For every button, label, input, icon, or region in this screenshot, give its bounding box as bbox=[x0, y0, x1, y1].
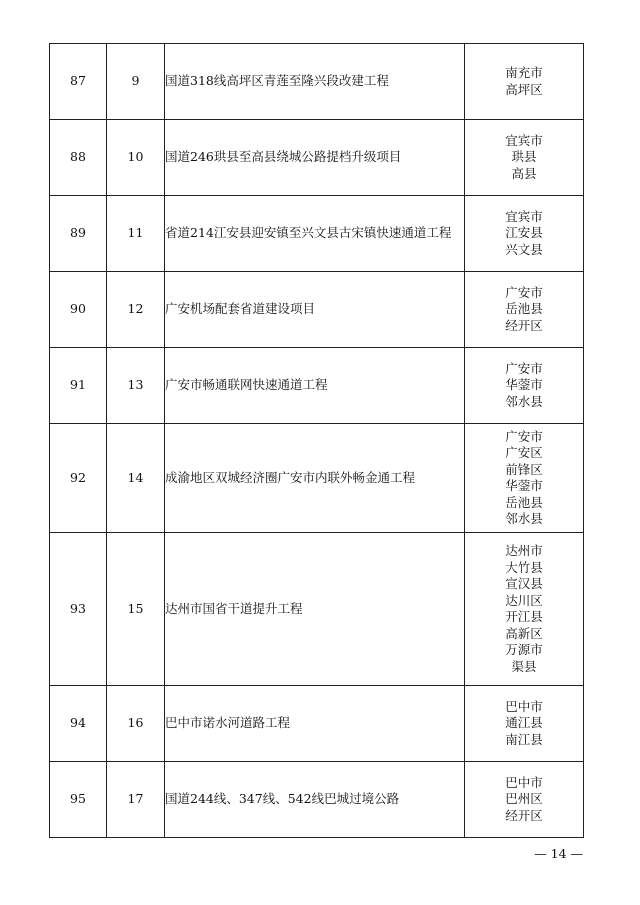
region-name: 高县 bbox=[511, 165, 537, 181]
region-name: 宜宾市 bbox=[505, 208, 543, 224]
row-sub-index: 16 bbox=[107, 686, 165, 762]
project-name: 广安机场配套省道建设项目 bbox=[165, 272, 465, 348]
region-name: 江安县 bbox=[505, 225, 543, 241]
region-name: 通江县 bbox=[505, 715, 543, 731]
region-name: 华蓥市 bbox=[505, 377, 543, 393]
table-row bbox=[50, 44, 584, 120]
region-cell bbox=[465, 762, 584, 838]
region-name: 宜宾市 bbox=[505, 132, 543, 148]
region-name: 宣汉县 bbox=[505, 576, 543, 591]
project-name: 国道318线高坪区青莲至隆兴段改建工程 bbox=[165, 44, 465, 120]
region-cell bbox=[465, 348, 584, 424]
region-name: 高新区 bbox=[505, 625, 543, 641]
row-sub-index: 9 bbox=[107, 44, 165, 120]
row-index: 87 bbox=[50, 44, 107, 120]
row-sub-index: 12 bbox=[107, 272, 165, 348]
region-name: 巴中市 bbox=[505, 774, 543, 790]
region-cell bbox=[465, 533, 584, 686]
project-name: 广安市畅通联网快速通道工程 bbox=[165, 348, 465, 424]
row-sub-index: 11 bbox=[107, 196, 165, 272]
table-row bbox=[50, 762, 584, 838]
project-name: 省道214江安县迎安镇至兴文县古宋镇快速通道工程 bbox=[165, 196, 465, 272]
row-index: 94 bbox=[50, 686, 107, 762]
region-name: 前锋区 bbox=[505, 461, 543, 477]
region-cell bbox=[465, 272, 584, 348]
region-cell bbox=[465, 196, 584, 272]
region-name: 大竹县 bbox=[505, 559, 543, 575]
region-name: 达州市 bbox=[505, 543, 543, 558]
region-name: 南江县 bbox=[505, 731, 543, 747]
region-name: 南充市 bbox=[505, 65, 543, 80]
region-name: 达川区 bbox=[505, 592, 543, 608]
project-name: 巴中市诺水河道路工程 bbox=[165, 686, 465, 762]
region-name: 巴中市 bbox=[505, 698, 543, 714]
row-sub-index: 17 bbox=[107, 762, 165, 838]
project-name: 成渝地区双城经济圈广安市内联外畅金通工程 bbox=[165, 424, 465, 533]
region-name: 开江县 bbox=[505, 609, 543, 624]
region-name: 广安市 bbox=[505, 428, 543, 444]
region-name: 邻水县 bbox=[505, 393, 543, 409]
region-cell bbox=[465, 120, 584, 196]
row-index: 91 bbox=[50, 348, 107, 424]
region-name: 兴文县 bbox=[505, 241, 543, 257]
row-index: 89 bbox=[50, 196, 107, 272]
row-index: 95 bbox=[50, 762, 107, 838]
region-name: 广安市 bbox=[505, 360, 543, 376]
region-name: 岳池县 bbox=[505, 301, 543, 317]
region-name: 广安市 bbox=[505, 284, 543, 300]
region-name: 渠县 bbox=[511, 658, 537, 674]
table-row bbox=[50, 120, 584, 196]
project-name: 达州市国省干道提升工程 bbox=[165, 533, 465, 686]
row-sub-index: 13 bbox=[107, 348, 165, 424]
region-name: 珙县 bbox=[511, 149, 537, 165]
region-name: 万源市 bbox=[505, 642, 543, 657]
page-number: — 14 — bbox=[534, 846, 583, 861]
region-name: 经开区 bbox=[505, 807, 543, 823]
region-name: 广安区 bbox=[505, 445, 543, 460]
project-name: 国道244线、347线、542线巴城过境公路 bbox=[165, 762, 465, 838]
region-name: 巴州区 bbox=[505, 791, 543, 807]
region-name: 华蓥市 bbox=[505, 478, 543, 493]
project-name: 国道246珙县至高县绕城公路提档升级项目 bbox=[165, 120, 465, 196]
region-name: 邻水县 bbox=[505, 511, 543, 526]
table-row bbox=[50, 424, 584, 533]
table-row bbox=[50, 272, 584, 348]
table-row bbox=[50, 348, 584, 424]
region-name: 高坪区 bbox=[505, 81, 543, 97]
table-row bbox=[50, 686, 584, 762]
row-sub-index: 15 bbox=[107, 533, 165, 686]
project-table-body bbox=[50, 44, 584, 838]
region-cell bbox=[465, 424, 584, 533]
row-index: 88 bbox=[50, 120, 107, 196]
project-table bbox=[49, 43, 584, 838]
row-sub-index: 10 bbox=[107, 120, 165, 196]
row-index: 92 bbox=[50, 424, 107, 533]
row-index: 93 bbox=[50, 533, 107, 686]
region-cell bbox=[465, 44, 584, 120]
table-row bbox=[50, 533, 584, 686]
region-name: 岳池县 bbox=[505, 494, 543, 510]
region-cell bbox=[465, 686, 584, 762]
row-sub-index: 14 bbox=[107, 424, 165, 533]
table-row bbox=[50, 196, 584, 272]
row-index: 90 bbox=[50, 272, 107, 348]
region-name: 经开区 bbox=[505, 317, 543, 333]
